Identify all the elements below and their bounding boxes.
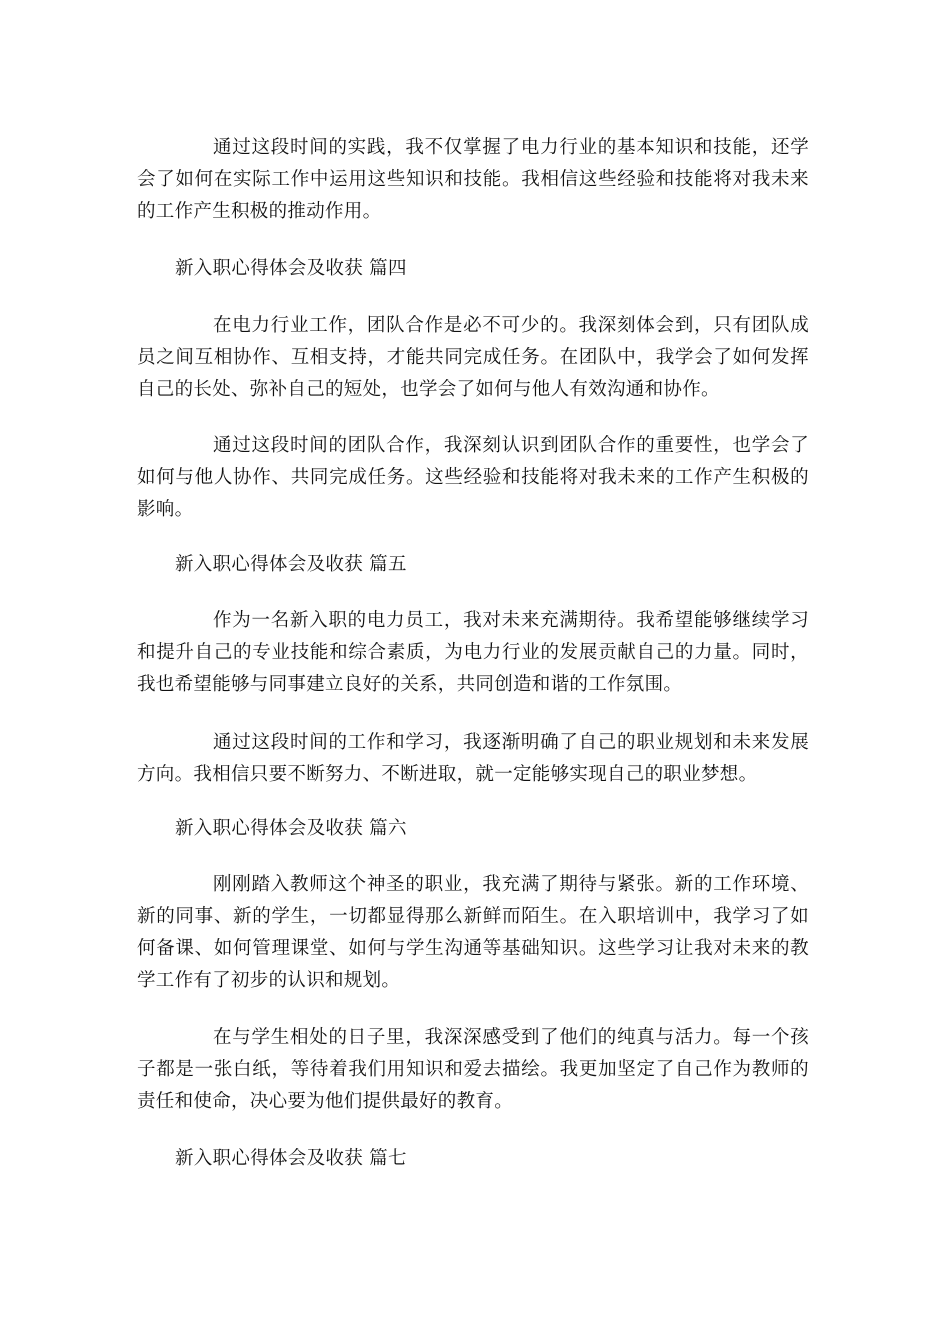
paragraph-career-plan: 通过这段时间的工作和学习，我逐渐明确了自己的职业规划和未来发展方向。我相信只要不断努力、不断进取，就一定能够实现自己的职业梦想。 [137, 732, 809, 785]
paragraph-practice-summary: 通过这段时间的实践，我不仅掌握了电力行业的基本知识和技能，还学会了如何在实际工作中运用这些知识和技能。我相信这些经验和技能将对我未来的工作产生积极的推动作用。 [137, 137, 809, 222]
paragraph-students: 在与学生相处的日子里，我深深感受到了他们的纯真与活力。每一个孩子都是一张白纸，等待着我们用知识和爱去描绘。我更加坚定了自己作为教师的责任和使命，决心要为他们提供最好的教育。 [137, 1027, 809, 1112]
section-heading-6: 新入职心得体会及收获 篇六 [175, 818, 407, 839]
paragraph-teamwork-summary: 通过这段时间的团队合作，我深刻认识到团队合作的重要性，也学会了如何与他人协作、共同完成任务。这些经验和技能将对我未来的工作产生积极的影响。 [137, 435, 809, 520]
section-heading-5: 新入职心得体会及收获 篇五 [175, 554, 407, 575]
section-heading-7: 新入职心得体会及收获 篇七 [175, 1148, 407, 1169]
paragraph-teamwork-importance: 在电力行业工作，团队合作是必不可少的。我深刻体会到，只有团队成员之间互相协作、互相支持，才能共同完成任务。在团队中，我学会了如何发挥自己的长处、弥补自己的短处，也学会了如何与他人有效沟通和协作。 [137, 315, 809, 400]
paragraph-teacher-start: 刚刚踏入教师这个神圣的职业，我充满了期待与紧张。新的工作环境、新的同事、新的学生，一切都显得那么新鲜而陌生。在入职培训中，我学习了如何备课、如何管理课堂、如何与学生沟通等基础知识。这些学习让我对未来的教学工作有了初步的认识和规划。 [137, 874, 809, 991]
paragraph-future-expectations: 作为一名新入职的电力员工，我对未来充满期待。我希望能够继续学习和提升自己的专业技能和综合素质，为电力行业的发展贡献自己的力量。同时，我也希望能够与同事建立良好的关系，共同创造和谐的工作氛围。 [137, 610, 809, 695]
section-heading-4: 新入职心得体会及收获 篇四 [175, 258, 407, 279]
